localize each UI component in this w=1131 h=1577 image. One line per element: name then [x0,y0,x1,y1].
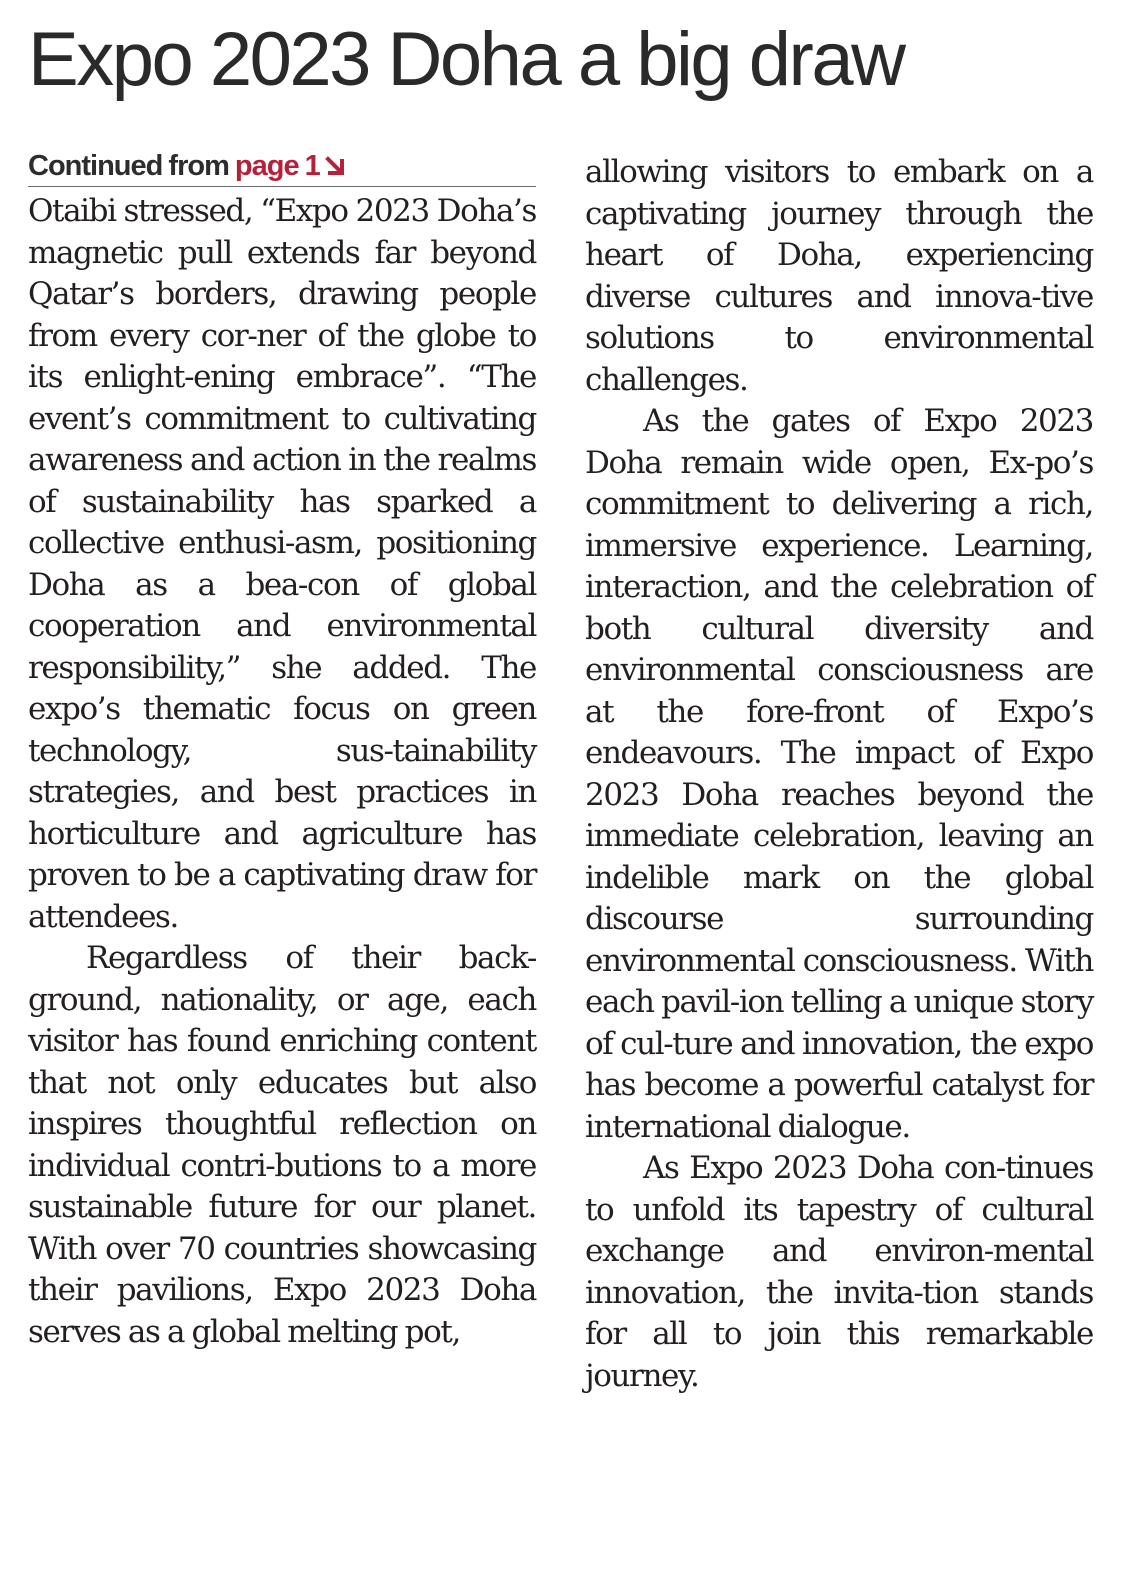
paragraph: Otaibi stressed, “Expo 2023 Doha’s magnetic pull extends far beyond Qatar’s borders, drawing people from every cor-ner of the globe to its enlight-ening embrace”. “The event’s commitment to cultivating awareness and action in the realms of sustainability has sparked a collective enthusi-asm, positioning Doha as a bea-con of global cooperation and environmental responsibility,” she added. The expo’s thematic focus on green technology, sus-tainability strategies, and best practices in horticulture and agriculture has proven to be a captivating draw for attendees. [28,193,536,935]
article-column-left [28,148,536,1353]
paragraph: allowing visitors to embark on a captivating journey through the heart of Doha, experiencing diverse cultures and innova-tive solutions to environmental challenges. [585,154,1093,398]
page-reference-link[interactable]: page 1 [234,150,320,182]
continued-from-line [28,148,536,187]
article-column-right [585,148,1093,1397]
arrow-down-right-icon [324,150,346,186]
paragraph: Regardless of their back-ground, nationality, or age, each visitor has found enriching content that not only educates but also inspires thoughtful reflection on individual contri-butions to a more sustainable future for our planet. With over 70 countries showcasing their pavilions, Expo 2023 Doha serves as a global melting pot, [28,940,536,1350]
continued-prefix: Continued from [28,150,235,182]
paragraph: As Expo 2023 Doha con-tinues to unfold its tapestry of cultural exchange and environ-mental innovation, the invita-tion stands for all to join this remarkable journey. [585,1150,1093,1394]
headline: Expo 2023 Doha a big draw [28,17,904,102]
paragraph: As the gates of Expo 2023 Doha remain wide open, Ex-po’s commitment to delivering a rich, immersive experience. Learning, interaction, and the celebration of both cultural diversity and environmental consciousness are at the fore-front of Expo’s endeavours. The impact of Expo 2023 Doha reaches beyond the immediate celebration, leaving an indelible mark on the global discourse surrounding environmental consciousness. With each pavil-ion telling a unique story of cul-ture and innovation, the expo has become a powerful catalyst for international dialogue. [585,403,1093,1145]
